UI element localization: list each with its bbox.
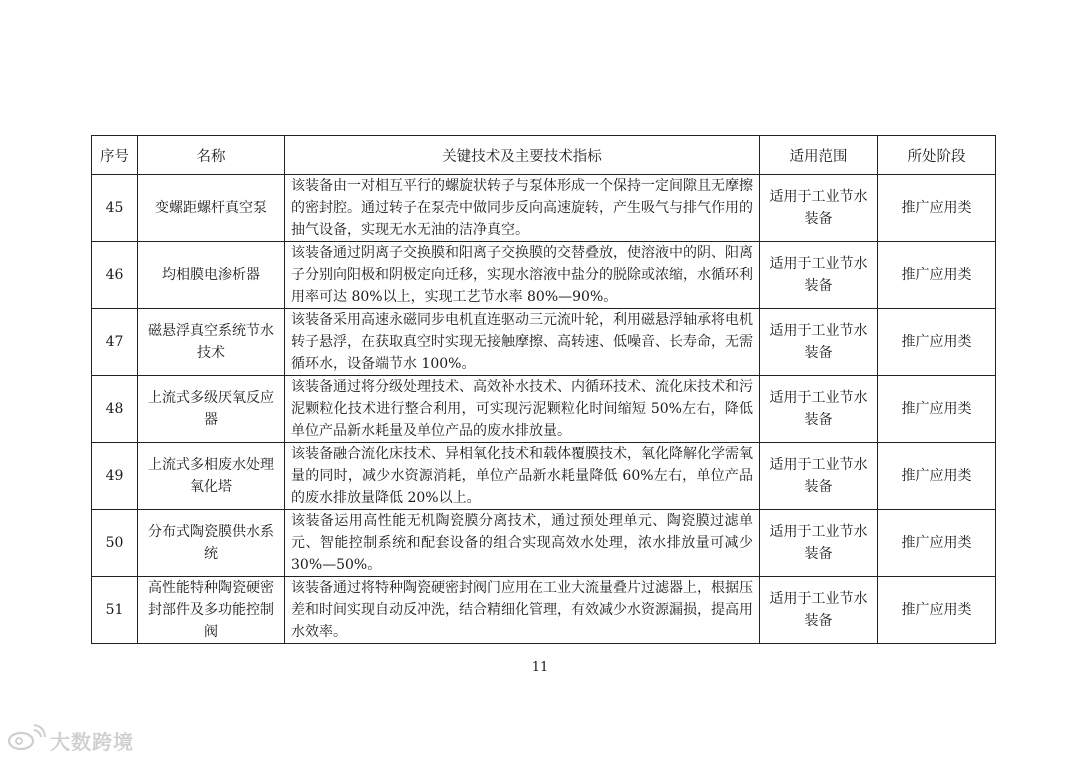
row-scope: 适用于工业节水装备 (760, 376, 878, 443)
table-row (92, 376, 996, 443)
row-tech: 该装备采用高速永磁同步电机直连驱动三元流叶轮，利用磁悬浮轴承将电机转子悬浮，在获取真空时实现无接触摩擦、高转速、低噪音、长寿命，无需循环水，设备端节水 100%。 (285, 309, 760, 376)
row-scope: 适用于工业节水装备 (760, 443, 878, 510)
table-row (92, 309, 996, 376)
header-name: 名称 (138, 136, 285, 175)
row-name: 上流式多相废水处理氧化塔 (138, 443, 285, 510)
row-index: 48 (92, 376, 138, 443)
row-tech: 该装备运用高性能无机陶瓷膜分离技术，通过预处理单元、陶瓷膜过滤单元、智能控制系统和配套设备的组合实现高效水处理，浓水排放量可减少 30%—50%。 (285, 510, 760, 577)
row-tech: 该装备融合流化床技术、异相氧化技术和载体覆膜技术，氧化降解化学需氧量的同时，减少水资源消耗，单位产品新水耗量降低 60%左右，单位产品的废水排放量降低 20%以上。 (285, 443, 760, 510)
table-row (92, 175, 996, 242)
row-scope: 适用于工业节水装备 (760, 309, 878, 376)
row-scope: 适用于工业节水装备 (760, 577, 878, 644)
row-tech: 该装备由一对相互平行的螺旋状转子与泵体形成一个保持一定间隙且无摩擦的密封腔。通过转子在泵壳中做同步反向高速旋转，产生吸气与排气作用的抽气设备，实现无水无油的洁净真空。 (285, 175, 760, 242)
table-row (92, 510, 996, 577)
document-table-container (91, 135, 995, 644)
row-stage: 推广应用类 (878, 376, 996, 443)
row-name: 高性能特种陶瓷硬密封部件及多功能控制阀 (138, 577, 285, 644)
row-stage: 推广应用类 (878, 443, 996, 510)
header-scope: 适用范围 (760, 136, 878, 175)
watermark-text: 大数跨境 (50, 729, 134, 754)
row-stage: 推广应用类 (878, 309, 996, 376)
row-tech: 该装备通过阴离子交换膜和阳离子交换膜的交替叠放，使溶液中的阴、阳离子分别向阳极和阴极定向迁移，实现水溶液中盐分的脱除或浓缩，水循环利用率可达 80%以上，实现工艺节水率 80%—90%。 (285, 242, 760, 309)
row-name: 上流式多级厌氧反应器 (138, 376, 285, 443)
row-scope: 适用于工业节水装备 (760, 510, 878, 577)
header-stage: 所处阶段 (878, 136, 996, 175)
row-stage: 推广应用类 (878, 577, 996, 644)
row-name: 均相膜电渗析器 (138, 242, 285, 309)
row-index: 49 (92, 443, 138, 510)
row-tech: 该装备通过将分级处理技术、高效补水技术、内循环技术、流化床技术和污泥颗粒化技术进行整合利用，可实现污泥颗粒化时间缩短 50%左右，降低单位产品新水耗量及单位产品的废水排放量。 (285, 376, 760, 443)
row-index: 45 (92, 175, 138, 242)
table-row (92, 242, 996, 309)
table-header-row (92, 136, 996, 175)
row-stage: 推广应用类 (878, 242, 996, 309)
row-name: 分布式陶瓷膜供水系统 (138, 510, 285, 577)
row-index: 50 (92, 510, 138, 577)
table-row (92, 443, 996, 510)
row-scope: 适用于工业节水装备 (760, 175, 878, 242)
row-stage: 推广应用类 (878, 510, 996, 577)
page-number: 11 (531, 660, 549, 675)
header-tech: 关键技术及主要技术指标 (285, 136, 760, 175)
row-tech: 该装备通过将特种陶瓷硬密封阀门应用在工业大流量叠片过滤器上，根据压差和时间实现自动反冲洗，结合精细化管理，有效减少水资源漏损，提高用水效率。 (285, 577, 760, 644)
row-index: 51 (92, 577, 138, 644)
table-row (92, 577, 996, 644)
header-index: 序号 (92, 136, 138, 175)
row-stage: 推广应用类 (878, 175, 996, 242)
row-index: 47 (92, 309, 138, 376)
row-index: 46 (92, 242, 138, 309)
row-name: 磁悬浮真空系统节水技术 (138, 309, 285, 376)
row-scope: 适用于工业节水装备 (760, 242, 878, 309)
weibo-logo-icon (6, 724, 46, 756)
watermark (6, 724, 134, 756)
equipment-table (91, 135, 996, 644)
row-name: 变螺距螺杆真空泵 (138, 175, 285, 242)
